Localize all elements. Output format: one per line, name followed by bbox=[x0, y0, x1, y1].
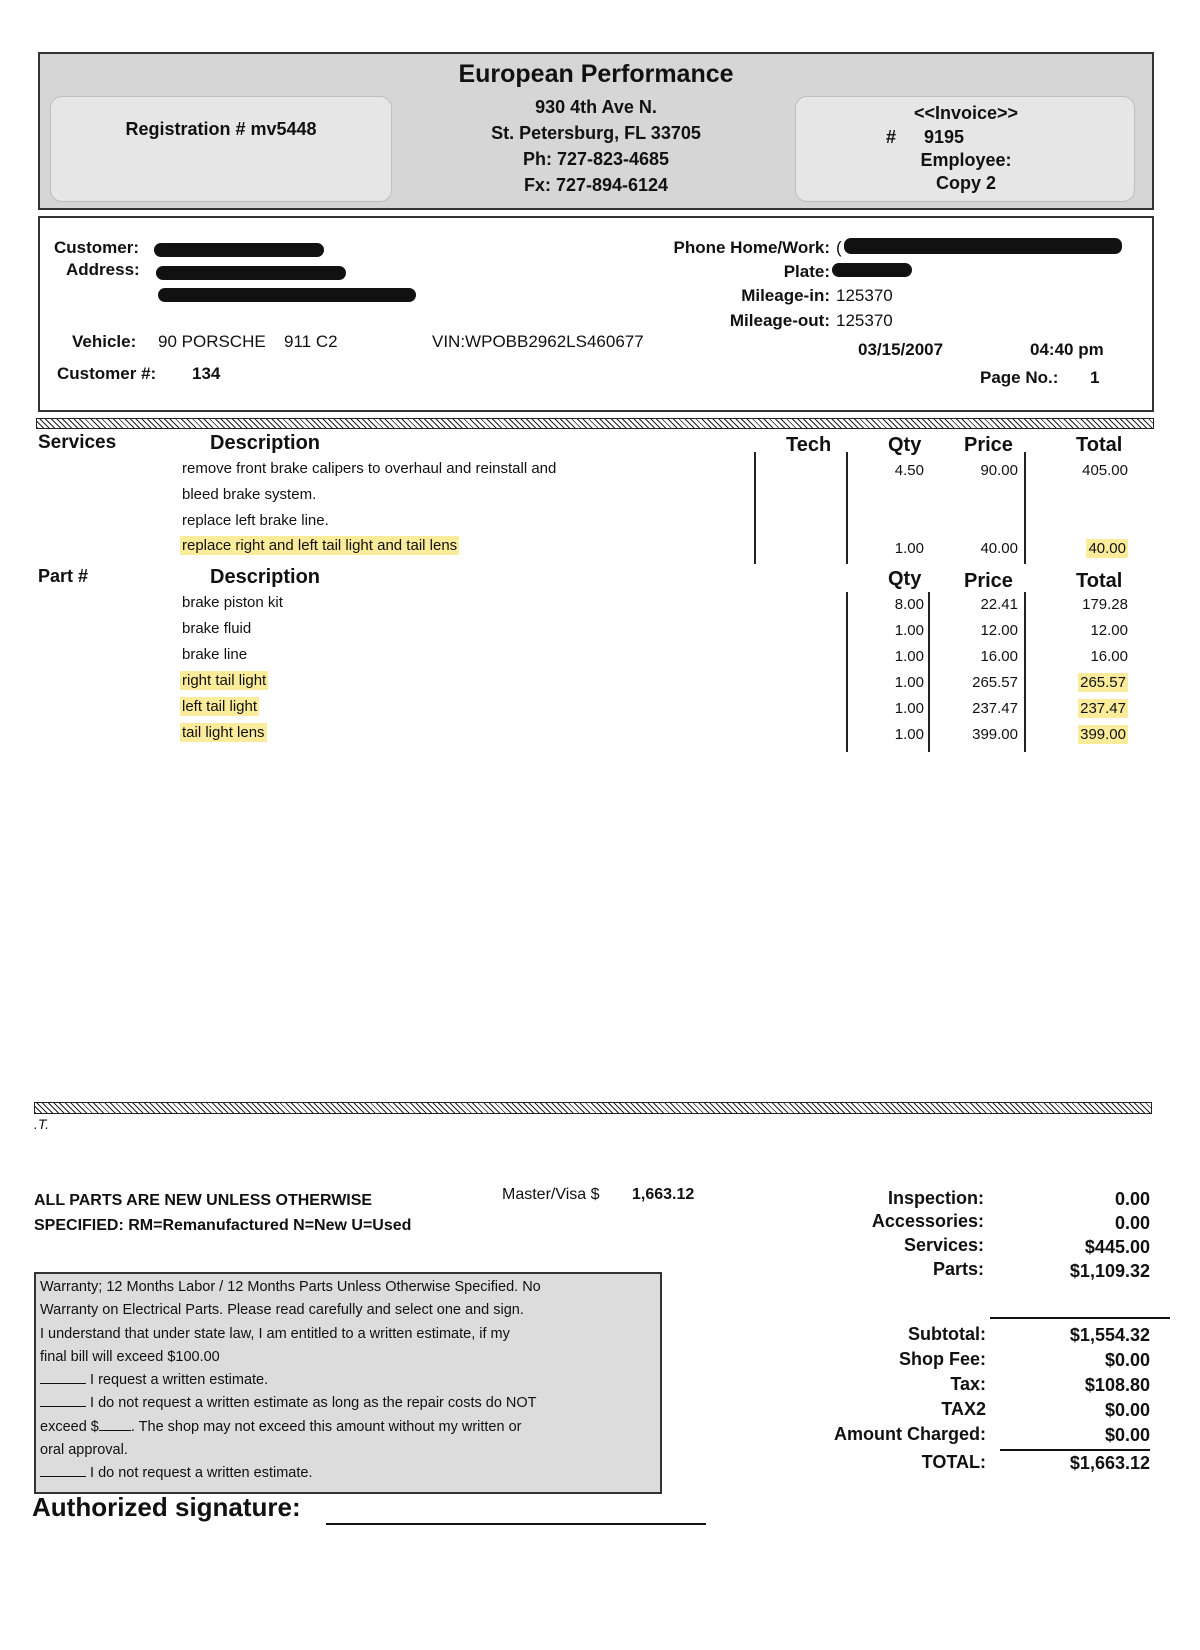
invoice-hash: # bbox=[886, 127, 897, 147]
parts-total-header: Total bbox=[1076, 570, 1123, 592]
parts-description-header: Description bbox=[210, 566, 321, 588]
part-qty: 1.00 bbox=[894, 674, 924, 691]
invoice-number: 9195 bbox=[924, 127, 965, 147]
invoice-time: 04:40 pm bbox=[1030, 340, 1104, 359]
estimate-option-2 bbox=[40, 1392, 656, 1415]
warranty-line: final bill will exceed $100.00 bbox=[40, 1348, 220, 1365]
service-row-4 bbox=[180, 537, 459, 554]
hatched-separator-bottom bbox=[34, 1102, 1152, 1114]
t-mark: .T. bbox=[34, 1116, 50, 1132]
service-row-3 bbox=[182, 512, 329, 529]
shop-contact bbox=[436, 94, 756, 198]
warranty-box bbox=[34, 1272, 662, 1494]
service-price: 40.00 bbox=[980, 540, 1018, 557]
parts-price-header: Price bbox=[964, 570, 1013, 592]
address-label: Address: bbox=[66, 260, 140, 279]
shop-address-line1: 930 4th Ave N. bbox=[535, 97, 657, 117]
copy-label: Copy 2 bbox=[935, 173, 996, 193]
accessories-value: 0.00 bbox=[1114, 1213, 1150, 1233]
part-qty: 1.00 bbox=[894, 700, 924, 717]
customer-label: Customer: bbox=[54, 238, 140, 257]
part-total: 16.00 bbox=[1090, 648, 1128, 665]
mileage-in-label: Mileage-in: bbox=[741, 286, 830, 305]
part-total: 12.00 bbox=[1090, 622, 1128, 639]
invoice-box bbox=[795, 96, 1135, 202]
tax-value: $108.80 bbox=[1084, 1375, 1150, 1395]
subtotal-label: Subtotal: bbox=[908, 1324, 986, 1344]
part-price: 16.00 bbox=[980, 648, 1018, 665]
service-description: replace right and left tail light and tail lens bbox=[182, 537, 458, 554]
service-qty: 1.00 bbox=[894, 540, 924, 557]
part-total-value: 265.57 bbox=[1080, 674, 1126, 691]
inspection-label: Inspection: bbox=[887, 1188, 984, 1208]
warranty-line: Warranty on Electrical Parts. Please read carefully and select one and sign. bbox=[40, 1302, 524, 1319]
part-qty: 8.00 bbox=[894, 596, 924, 613]
employee-label: Employee: bbox=[920, 150, 1012, 170]
services-total-header: Total bbox=[1076, 434, 1123, 456]
part-description: left tail light bbox=[182, 698, 258, 715]
shop-header bbox=[38, 52, 1154, 210]
phone-prefix: ( bbox=[836, 238, 842, 257]
redacted-address-line2 bbox=[158, 288, 416, 302]
services-total-value: $445.00 bbox=[1084, 1237, 1150, 1257]
estimate-option-1 bbox=[40, 1369, 656, 1392]
vehicle-model: 911 C2 bbox=[284, 332, 338, 351]
page-number: 1 bbox=[1090, 368, 1100, 387]
redacted-address-line1 bbox=[156, 266, 346, 280]
estimate-option-2-blank[interactable] bbox=[40, 1392, 86, 1407]
parts-divider-price bbox=[928, 592, 930, 752]
grand-total-value: $1,663.12 bbox=[1069, 1453, 1150, 1473]
estimate-option-1-label: I request a written estimate. bbox=[90, 1372, 269, 1389]
service-description: replace left brake line. bbox=[182, 512, 329, 529]
vehicle-vin: VIN:WPOBB2962LS460677 bbox=[432, 332, 644, 351]
shop-fee-label: Shop Fee: bbox=[898, 1349, 986, 1369]
parts-total-value: $1,109.32 bbox=[1069, 1261, 1150, 1281]
part-row-highlighted bbox=[180, 724, 267, 741]
shop-name: European Performance bbox=[458, 60, 734, 88]
service-row-1 bbox=[182, 460, 556, 477]
exceed-prefix: exceed $ bbox=[40, 1418, 99, 1435]
customer-box bbox=[38, 216, 1154, 412]
warranty-line: Warranty; 12 Months Labor / 12 Months Parts Unless Otherwise Specified. No bbox=[40, 1279, 541, 1295]
parts-notice-line2: SPECIFIED: RM=Remanufactured N=New U=Used bbox=[34, 1217, 412, 1234]
signature-label: Authorized signature: bbox=[32, 1492, 301, 1522]
vehicle-make: 90 PORSCHE bbox=[158, 332, 266, 351]
subtotal-value: $1,554.32 bbox=[1069, 1325, 1150, 1345]
mileage-out-value: 125370 bbox=[836, 311, 893, 330]
exceed-suffix: . The shop may not exceed this amount without my written or bbox=[130, 1418, 522, 1435]
customer-number-label: Customer #: bbox=[57, 364, 157, 383]
estimate-option-3-label: I do not request a written estimate. bbox=[90, 1465, 313, 1482]
service-description: remove front brake calipers to overhaul and reinstall and bbox=[182, 460, 557, 477]
registration-box bbox=[50, 96, 392, 202]
services-divider-tech bbox=[754, 452, 756, 564]
part-price: 265.57 bbox=[972, 674, 1018, 691]
plate-label: Plate: bbox=[783, 262, 830, 281]
service-total bbox=[1048, 540, 1128, 557]
redacted-phone bbox=[844, 238, 1122, 254]
part-row-highlighted bbox=[180, 672, 268, 689]
estimate-option-1-blank[interactable] bbox=[40, 1369, 86, 1384]
service-description: bleed brake system. bbox=[182, 486, 317, 503]
estimate-option-2-cont bbox=[40, 1416, 656, 1439]
exceed-amount-blank[interactable] bbox=[99, 1416, 131, 1431]
estimate-option-3-blank[interactable] bbox=[40, 1462, 86, 1477]
estimate-option-3 bbox=[40, 1462, 656, 1485]
part-price: 399.00 bbox=[972, 726, 1018, 743]
registration-number: Registration # mv5448 bbox=[125, 119, 317, 139]
service-price: 90.00 bbox=[980, 462, 1018, 479]
part-price: 12.00 bbox=[980, 622, 1018, 639]
inspection-value: 0.00 bbox=[1114, 1189, 1150, 1209]
amount-charged-value: $0.00 bbox=[1104, 1425, 1150, 1445]
part-total bbox=[1048, 674, 1128, 691]
shop-fax: Fx: 727-894-6124 bbox=[523, 175, 669, 195]
service-total-value: 40.00 bbox=[1088, 540, 1126, 557]
part-row-highlighted bbox=[180, 698, 259, 715]
part-total-value: 237.47 bbox=[1080, 700, 1126, 717]
part-total bbox=[1048, 726, 1128, 743]
estimate-option-2-label: I do not request a written estimate as long as the repair costs do NOT bbox=[90, 1395, 537, 1412]
services-tech-header: Tech bbox=[786, 434, 832, 456]
phone-label: Phone Home/Work: bbox=[673, 238, 830, 257]
warranty-line: I understand that under state law, I am entitled to a written estimate, if my bbox=[40, 1325, 510, 1342]
tax-label: Tax: bbox=[950, 1374, 986, 1394]
amount-charged-label: Amount Charged: bbox=[834, 1424, 986, 1444]
services-heading: Services bbox=[38, 432, 117, 453]
shop-phone: Ph: 727-823-4685 bbox=[522, 149, 670, 169]
services-divider-price bbox=[1024, 452, 1026, 564]
parts-qty-header: Qty bbox=[888, 568, 922, 590]
redacted-customer-name bbox=[154, 243, 324, 257]
part-description: brake piston kit bbox=[182, 594, 283, 611]
subtotal-rule bbox=[990, 1317, 1170, 1319]
services-price-header: Price bbox=[964, 434, 1013, 456]
page-number-label: Page No.: bbox=[980, 368, 1059, 387]
invoice-date: 03/15/2007 bbox=[858, 340, 944, 359]
vehicle-label: Vehicle: bbox=[72, 332, 137, 351]
parts-notice bbox=[34, 1188, 411, 1238]
mileage-out-label: Mileage-out: bbox=[729, 311, 830, 330]
tax2-value: $0.00 bbox=[1104, 1400, 1150, 1420]
part-qty: 1.00 bbox=[894, 726, 924, 743]
part-qty: 1.00 bbox=[894, 648, 924, 665]
redacted-plate bbox=[832, 263, 912, 277]
part-total bbox=[1048, 700, 1128, 717]
part-qty: 1.00 bbox=[894, 622, 924, 639]
parts-notice-line1: ALL PARTS ARE NEW UNLESS OTHERWISE bbox=[34, 1192, 373, 1209]
accessories-label: Accessories: bbox=[871, 1211, 984, 1231]
services-description-header: Description bbox=[210, 432, 321, 454]
shop-address-line2: St. Petersburg, FL 33705 bbox=[491, 123, 701, 143]
service-row-2 bbox=[182, 486, 316, 503]
hatched-separator-top bbox=[36, 418, 1154, 429]
services-qty-header: Qty bbox=[888, 434, 922, 456]
tax2-label: TAX2 bbox=[941, 1399, 986, 1419]
part-description: right tail light bbox=[182, 672, 267, 689]
customer-number: 134 bbox=[192, 364, 221, 383]
part-description: brake line bbox=[182, 646, 248, 663]
shop-fee-value: $0.00 bbox=[1104, 1350, 1150, 1370]
invoice-title: <<Invoice>> bbox=[913, 103, 1019, 123]
signature-line[interactable] bbox=[326, 1523, 706, 1525]
parts-divider-total bbox=[1024, 592, 1026, 752]
payment-amount: 1,663.12 bbox=[632, 1186, 695, 1203]
part-description: brake fluid bbox=[182, 620, 252, 637]
mileage-in-value: 125370 bbox=[836, 286, 893, 305]
services-total-label: Services: bbox=[903, 1235, 984, 1255]
part-price: 237.47 bbox=[972, 700, 1018, 717]
warranty-line: oral approval. bbox=[40, 1442, 128, 1459]
part-description: tail light lens bbox=[182, 724, 265, 741]
total-rule bbox=[1000, 1449, 1150, 1451]
part-price: 22.41 bbox=[980, 596, 1018, 613]
grand-total-label: TOTAL: bbox=[921, 1452, 986, 1472]
parts-total-label: Parts: bbox=[932, 1259, 984, 1279]
service-qty: 4.50 bbox=[894, 462, 924, 479]
part-total: 179.28 bbox=[1082, 596, 1128, 613]
parts-heading: Part # bbox=[38, 566, 89, 586]
service-total: 405.00 bbox=[1082, 462, 1128, 479]
part-total-value: 399.00 bbox=[1080, 726, 1126, 743]
payment-label: Master/Visa $ bbox=[502, 1186, 600, 1203]
